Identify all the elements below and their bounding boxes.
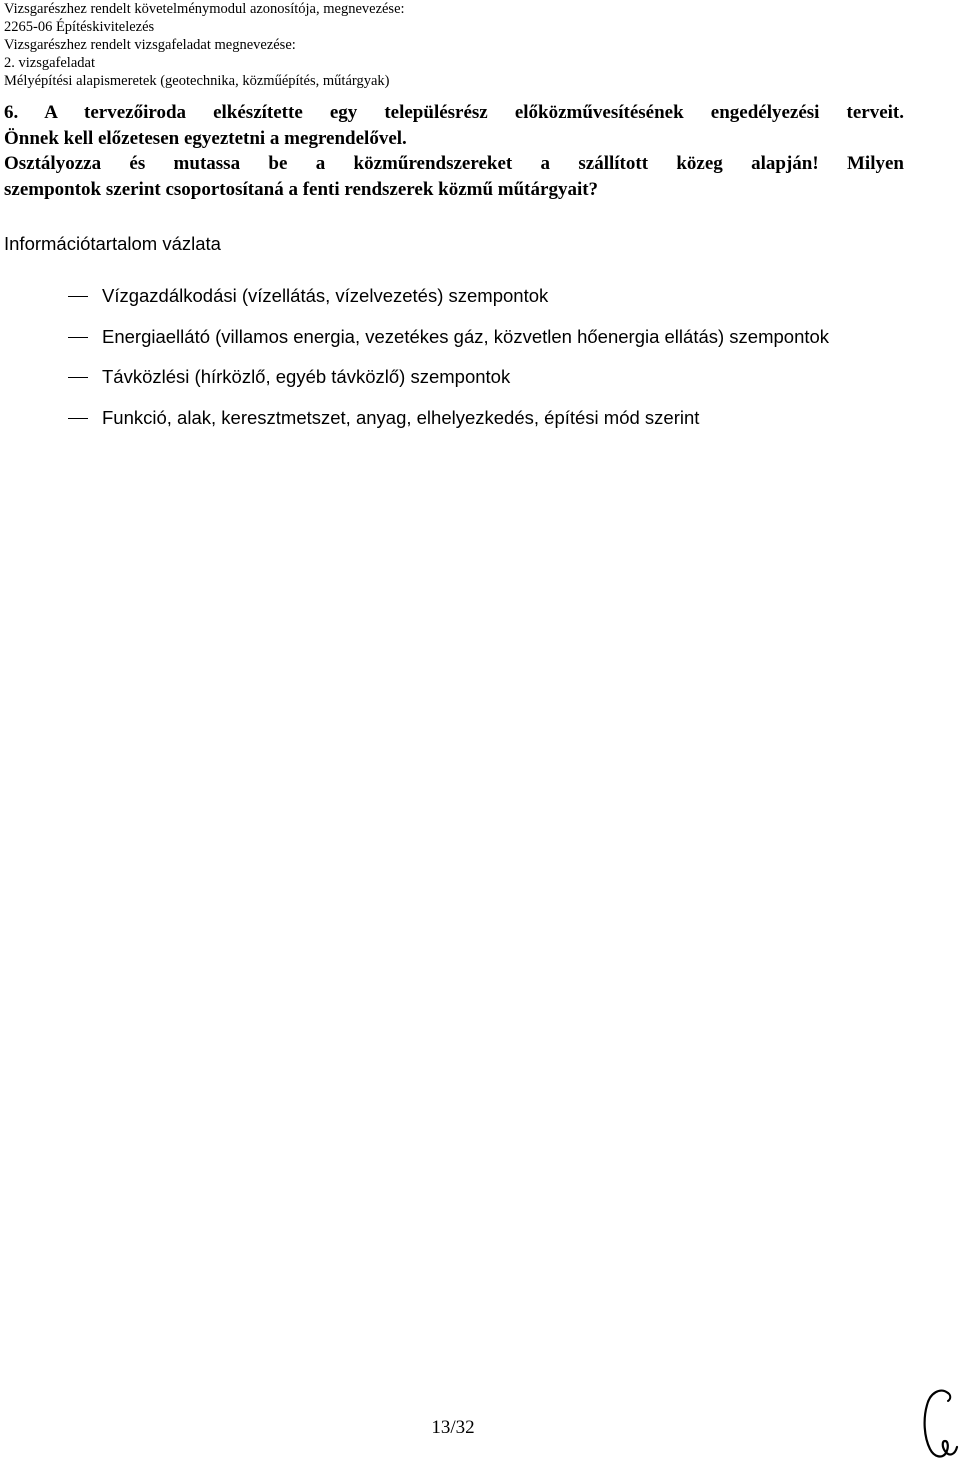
dash-bullet-icon (68, 296, 88, 297)
dash-bullet-icon (68, 377, 88, 378)
page-number: 13/32 (431, 1417, 475, 1438)
list-item-text: Vízgazdálkodási (vízellátás, vízelvezetés) szempontok (102, 285, 549, 306)
outline-title: Információtartalom vázlata (4, 233, 221, 254)
task-line-2: Önnek kell előzetesen egyeztetni a megrendelővel. (4, 127, 407, 149)
header-module-name: 2265-06 Építéskivitelezés (4, 19, 155, 35)
header-task-subject: Mélyépítési alapismeretek (geotechnika, közműépítés, műtárgyak) (4, 73, 390, 89)
dash-bullet-icon (68, 337, 88, 338)
dash-bullet-icon (68, 418, 88, 419)
task-line-1: 6. A tervezőiroda elkészítette egy településrész előközművesítésének engedélyezési terveit. (4, 102, 904, 123)
list-item (0, 283, 960, 324)
list-item (0, 324, 960, 365)
task-line-3: Osztályozza és mutassa be a közműrendszereket a szállított közeg alapján! Milyen (4, 153, 904, 174)
outline-list (0, 283, 960, 445)
list-item (0, 364, 960, 405)
document-header (4, 0, 944, 90)
header-task-label: Vizsgarészhez rendelt vizsgafeladat megnevezése: (4, 37, 296, 53)
task-question (4, 100, 904, 202)
list-item-text: Funkció, alak, keresztmetszet, anyag, elhelyezkedés, építési mód szerint (102, 406, 700, 428)
list-item-text: Távközlési (hírközlő, egyéb távközlő) szempontok (102, 366, 511, 387)
signature-mark (918, 1385, 960, 1463)
task-line-4: szempontok szerint csoportosítaná a fenti rendszerek közmű műtárgyait? (4, 178, 599, 200)
header-task-number: 2. vizsgafeladat (4, 55, 95, 71)
header-module-label: Vizsgarészhez rendelt követelménymodul azonosítója, megnevezése: (4, 1, 405, 17)
list-item (0, 405, 960, 446)
list-item-text: Energiaellátó (villamos energia, vezetékes gáz, közvetlen hőenergia ellátás) szempontok (102, 325, 830, 347)
